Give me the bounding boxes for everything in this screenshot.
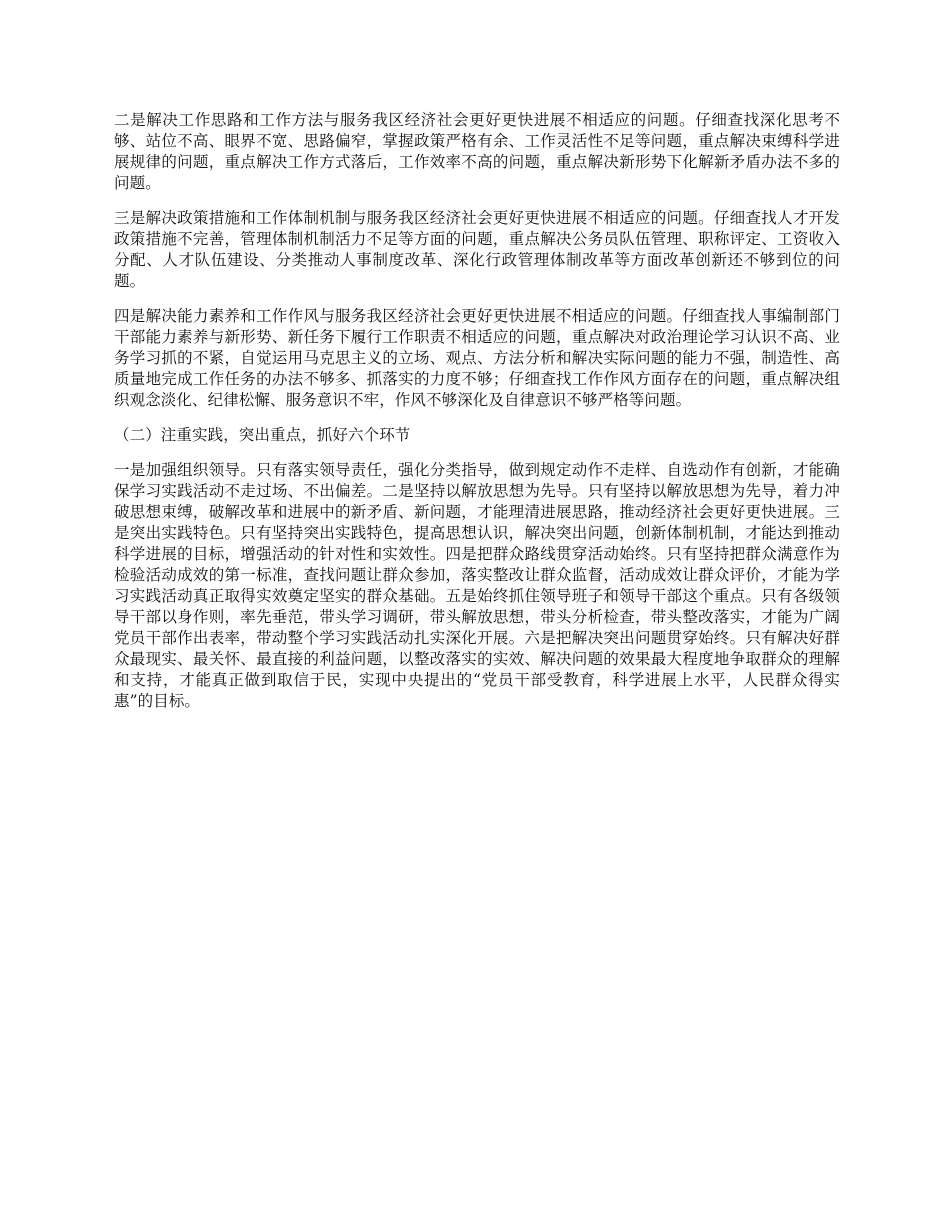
paragraph-ability-style: 四是解决能力素养和工作作风与服务我区经济社会更好更快进展不相适应的问题。仔细查找人事编制部门干部能力素养与新形势、新任务下履行工作职责不相适应的问题，重点解决对政治理论学习认识不高、业务学习抓的不紧，自觉运用马克思主义的立场、观点、方法分析和解决实际问题的能力不强，制造性、高质量地完成工作任务的办法不够多、抓落实的力度不够；仔细查找工作作风方面存在的问题，重点解决组织观念淡化、纪律松懈、服务意识不牢，作风不够深化及自律意识不够严格等问题。 (114, 307, 840, 409)
section-heading: （二）注重实践，突出重点，抓好六个环节 (114, 426, 411, 444)
paragraph-policy-mechanism: 三是解决政策措施和工作体制机制与服务我区经济社会更好更快进展不相适应的问题。仔细查找人才开发政策措施不完善，管理体制机制活力不足等方面的问题，重点解决公务员队伍管理、职称评定、工资收入分配、人才队伍建设、分类推动人事制度改革、深化行政管理体制改革等方面改革创新还不够到位的问题。 (114, 209, 840, 290)
document-body (114, 110, 840, 726)
paragraph-six-links: 一是加强组织领导。只有落实领导责任，强化分类指导，做到规定动作不走样、自选动作有创新，才能确保学习实践活动不走过场、不出偏差。二是坚持以解放思想为先导。只有坚持以解放思想为先导，着力冲破思想束缚，破解改革和进展中的新矛盾、新问题，才能理清进展思路，推动经济社会更好更快进展。三是突出实践特色。只有坚持突出实践特色，提高思想认识，解决突出问题，创新体制机制，才能达到推动科学进展的目标，增强活动的针对性和实效性。四是把群众路线贯穿活动始终。只有坚持把群众满意作为检验活动成效的第一标准，查找问题让群众参加，落实整改让群众监督，活动成效让群众评价，才能为学习实践活动真正取得实效奠定坚实的群众基础。五是始终抓住领导班子和领导干部这个重点。只有各级领导干部以身作则，率先垂范，带头学习调研，带头解放思想，带头分析检查，带头整改落实，才能为广阔党员干部作出表率，带动整个学习实践活动扎实深化开展。六是把解决突出问题贯穿始终。只有解决好群众最现实、最关怀、最直接的利益问题，以整改落实的实效、解决问题的效果最大程度地争取群众的理解和支持，才能真正做到取信于民，实现中央提出的“党员干部受教育，科学进展上水平，人民群众得实惠”的目标。 (114, 461, 840, 710)
paragraph-work-thinking: 二是解决工作思路和工作方法与服务我区经济社会更好更快进展不相适应的问题。仔细查找深化思考不够、站位不高、眼界不宽、思路偏窄，掌握政策严格有余、工作灵活性不足等问题，重点解决束缚科学进展规律的问题，重点解决工作方式落后，工作效率不高的问题，重点解决新形势下化解新矛盾办法不多的问题。 (114, 111, 840, 192)
